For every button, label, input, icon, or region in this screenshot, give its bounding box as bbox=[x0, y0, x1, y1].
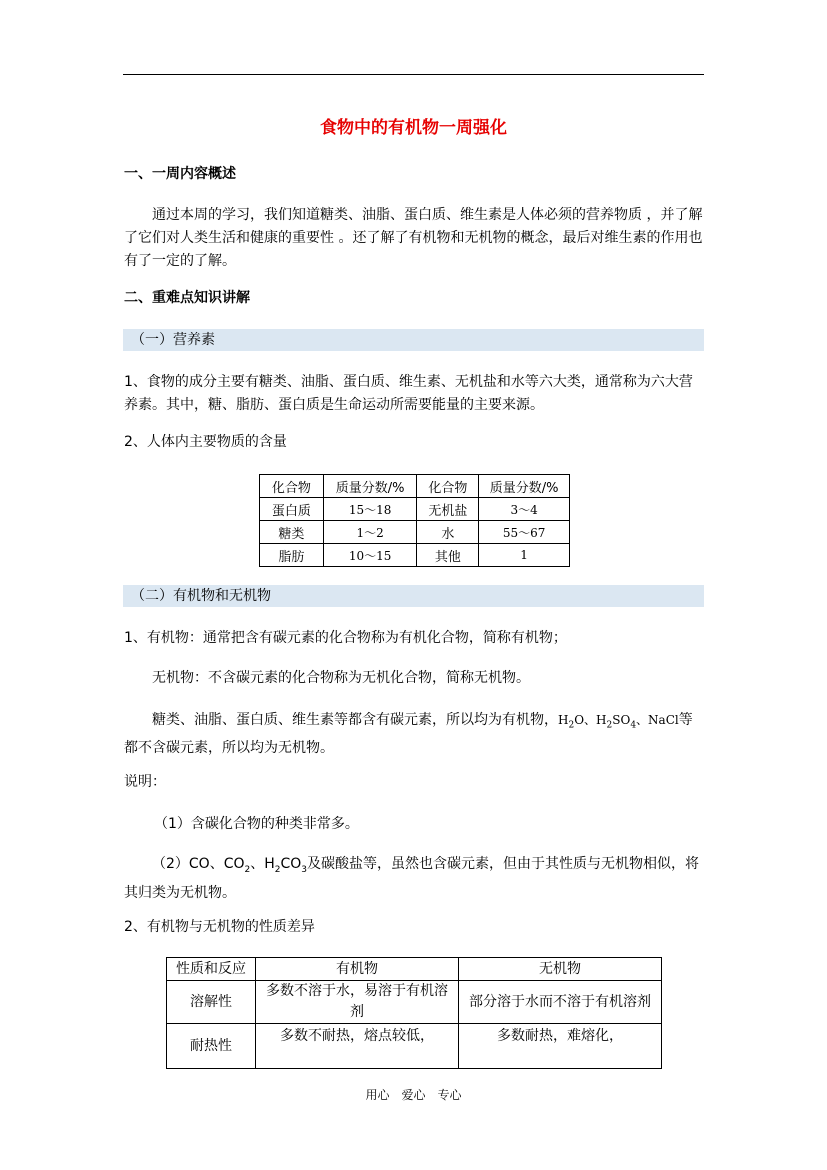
formula-h2o bbox=[558, 713, 679, 731]
table-cell: 15～18 bbox=[323, 498, 417, 521]
note-1: （1）含碳化合物的种类非常多。 bbox=[154, 816, 359, 832]
table-cell: 55～67 bbox=[479, 521, 570, 544]
section1-paragraph: 通过本周的学习，我们知道糖类、油脂、蛋白质、维生素是人体必须的营养物质 ，并了解了它们对人类生活和健康的重要性 。还了解了有机物和无机物的概念，最后对维生素的作用也有了一定的了解。 bbox=[124, 207, 703, 269]
text-run: SO bbox=[612, 713, 631, 727]
text-run: 及碳酸盐等，虽然也含碳元素，但由于其性质与无机物相似，将其归类为无机物。 bbox=[124, 856, 700, 901]
organic-paragraph-3 bbox=[124, 709, 704, 760]
table-cell: 10～15 bbox=[323, 544, 417, 567]
table-cell: 耐热性 bbox=[167, 1024, 256, 1069]
text-run: H bbox=[558, 713, 569, 727]
table-cell: 其他 bbox=[417, 544, 479, 567]
subscript: 3 bbox=[301, 864, 308, 875]
table-cell: 部分溶于水而不溶于有机溶剂 bbox=[459, 981, 662, 1024]
section1-heading: 一、一周内容概述 bbox=[124, 166, 236, 182]
table-header-cell: 化合物 bbox=[417, 475, 479, 498]
subsection-bar-nutrients bbox=[123, 329, 704, 351]
table-header-cell: 质量分数/% bbox=[323, 475, 417, 498]
note-label: 说明： bbox=[124, 774, 166, 790]
subsection-label: （一）营养素 bbox=[131, 332, 215, 348]
table-cell: 无机盐 bbox=[417, 498, 479, 521]
table-header-row bbox=[260, 475, 570, 498]
table-cell: 蛋白质 bbox=[260, 498, 324, 521]
organic-paragraph-1: 1、有机物：通常把含有碳元素的化合物称为有机化合物，简称有机物； bbox=[124, 630, 567, 646]
text-run: （2）CO、CO bbox=[152, 856, 245, 872]
table-row bbox=[260, 498, 570, 521]
text-run: 、H bbox=[250, 856, 275, 872]
table-row bbox=[167, 1024, 662, 1069]
nutrients-paragraph-2: 2、人体内主要物质的含量 bbox=[124, 434, 287, 450]
text-run: 糖类、油脂、蛋白质、维生素等都含有碳元素，所以均为有机物， bbox=[152, 712, 558, 728]
table-header-cell: 无机物 bbox=[459, 958, 662, 981]
table-cell: 多数不溶于水，易溶于有机溶剂 bbox=[256, 981, 459, 1024]
table-row bbox=[260, 521, 570, 544]
nutrients-paragraph-1: 1、食物的成分主要有糖类、油脂、蛋白质、维生素、无机盐和水等六大类，通常称为六大营养素。其中，糖、脂肪、蛋白质是生命运动所需要能量的主要来源。 bbox=[124, 374, 693, 413]
table-row bbox=[167, 981, 662, 1024]
subsection-bar-organic bbox=[123, 585, 704, 607]
text-run: O、H bbox=[574, 713, 607, 727]
table-cell: 多数耐热，难熔化， bbox=[459, 1024, 662, 1069]
subscript: 4 bbox=[630, 720, 637, 731]
organic-paragraph-4: 2、有机物与无机物的性质差异 bbox=[124, 919, 315, 935]
table-cell: 脂肪 bbox=[260, 544, 324, 567]
table-header-row bbox=[167, 958, 662, 981]
page-footer: 用心 爱心 专心 bbox=[365, 1088, 462, 1102]
table-cell: 1 bbox=[479, 544, 570, 567]
table-row bbox=[260, 544, 570, 567]
table-cell: 水 bbox=[417, 521, 479, 544]
composition-table bbox=[259, 474, 570, 567]
table-cell: 3～4 bbox=[479, 498, 570, 521]
subscript: 2 bbox=[274, 864, 281, 875]
properties-table bbox=[166, 957, 662, 1069]
table-header-cell: 质量分数/% bbox=[479, 475, 570, 498]
subsection-label: （二）有机物和无机物 bbox=[131, 588, 271, 604]
table-cell: 溶解性 bbox=[167, 981, 256, 1024]
text-run: CO bbox=[280, 856, 302, 872]
subscript: 2 bbox=[244, 864, 251, 875]
note-2 bbox=[124, 853, 704, 905]
table-cell: 糖类 bbox=[260, 521, 324, 544]
text-run: 、NaCl bbox=[636, 713, 679, 727]
subscript: 2 bbox=[568, 720, 575, 731]
table-header-cell: 化合物 bbox=[260, 475, 324, 498]
table-header-cell: 性质和反应 bbox=[167, 958, 256, 981]
subscript: 2 bbox=[606, 720, 613, 731]
table-cell: 1～2 bbox=[323, 521, 417, 544]
table-header-cell: 有机物 bbox=[256, 958, 459, 981]
table-cell: 多数不耐热，熔点较低， bbox=[256, 1024, 459, 1069]
document-title: 食物中的有机物一周强化 bbox=[320, 118, 507, 138]
organic-paragraph-2: 无机物：不含碳元素的化合物称为无机化合物，简称无机物。 bbox=[152, 670, 530, 686]
section2-heading: 二、重难点知识讲解 bbox=[124, 290, 250, 306]
text-run: 等都不含碳元素，所以均为无机物。 bbox=[124, 712, 693, 757]
header-rule bbox=[123, 74, 704, 75]
